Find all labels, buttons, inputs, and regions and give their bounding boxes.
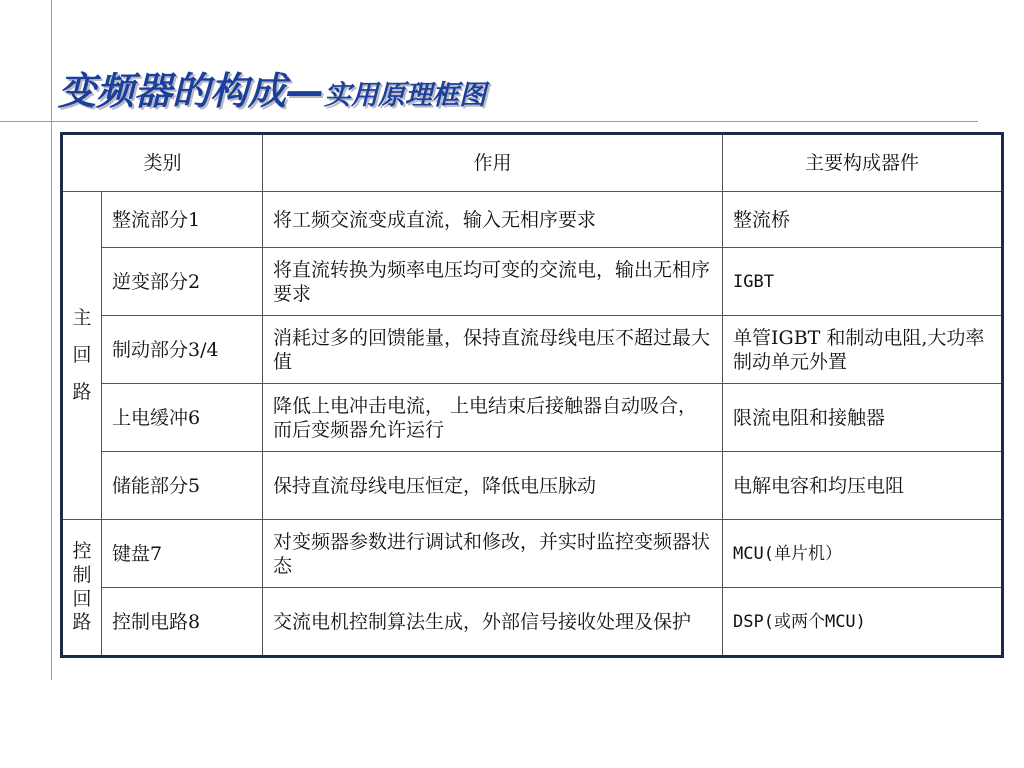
header-components: 主要构成器件 bbox=[723, 134, 1003, 192]
cell-function: 消耗过多的回馈能量，保持直流母线电压不超过最大值 bbox=[263, 316, 723, 384]
cell-function: 将工频交流变成直流，输入无相序要求 bbox=[263, 192, 723, 248]
table-row bbox=[62, 192, 1003, 248]
cell-function: 交流电机控制算法生成，外部信号接收处理及保护 bbox=[263, 588, 723, 657]
cell-components: IGBT bbox=[723, 248, 1003, 316]
slide-title bbox=[58, 69, 487, 113]
group-label-text: 控制回路 bbox=[72, 540, 92, 634]
table-row bbox=[62, 452, 1003, 520]
cell-part: 上电缓冲6 bbox=[102, 384, 263, 452]
cell-function: 将直流转换为频率电压均可变的交流电，输出无相序要求 bbox=[263, 248, 723, 316]
cell-components: 电解电容和均压电阻 bbox=[723, 452, 1003, 520]
table-row bbox=[62, 384, 1003, 452]
cell-components: 限流电阻和接触器 bbox=[723, 384, 1003, 452]
slide-title-sub: 实用原理框图 bbox=[324, 80, 487, 111]
slide-title-main: 变频器的构成— bbox=[58, 69, 325, 113]
table-row bbox=[62, 316, 1003, 384]
cell-part: 储能部分5 bbox=[102, 452, 263, 520]
cell-part: 控制电路8 bbox=[102, 588, 263, 657]
cell-components: 单管IGBT 和制动电阻,大功率制动单元外置 bbox=[723, 316, 1003, 384]
cell-function: 降低上电冲击电流， 上电结束后接触器自动吸合，而后变频器允许运行 bbox=[263, 384, 723, 452]
decorative-vertical-line bbox=[51, 0, 52, 680]
cell-part: 逆变部分2 bbox=[102, 248, 263, 316]
decorative-horizontal-line bbox=[0, 121, 978, 122]
group-label-control-circuit bbox=[62, 520, 102, 657]
table-header-row bbox=[62, 134, 1003, 192]
inverter-components-table bbox=[60, 132, 1004, 658]
cell-part: 制动部分3/4 bbox=[102, 316, 263, 384]
cell-function: 保持直流母线电压恒定，降低电压脉动 bbox=[263, 452, 723, 520]
table-row bbox=[62, 588, 1003, 657]
cell-part: 整流部分1 bbox=[102, 192, 263, 248]
header-function: 作用 bbox=[263, 134, 723, 192]
group-label-text: 主回路 bbox=[72, 306, 92, 404]
cell-part: 键盘7 bbox=[102, 520, 263, 588]
cell-components: DSP(或两个MCU) bbox=[723, 588, 1003, 657]
header-category: 类别 bbox=[62, 134, 263, 192]
cell-function: 对变频器参数进行调试和修改，并实时监控变频器状态 bbox=[263, 520, 723, 588]
table-row bbox=[62, 248, 1003, 316]
cell-components: 整流桥 bbox=[723, 192, 1003, 248]
cell-components: MCU(单片机） bbox=[723, 520, 1003, 588]
table-row bbox=[62, 520, 1003, 588]
group-label-main-circuit bbox=[62, 192, 102, 520]
